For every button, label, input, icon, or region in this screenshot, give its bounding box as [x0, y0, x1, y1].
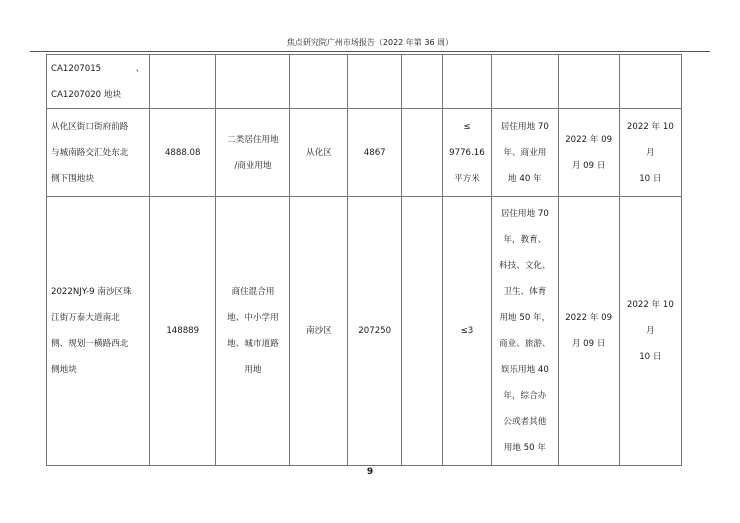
- land-location-cell: [47, 109, 150, 197]
- table-row: [47, 55, 682, 109]
- land-use-cell: [216, 109, 290, 197]
- usage-term-cell: [492, 197, 559, 466]
- land-use-cell: [216, 197, 290, 466]
- table-row: [47, 109, 682, 197]
- cell-line: ≤3: [460, 326, 474, 336]
- cell-line: 10 日: [639, 173, 662, 184]
- cell-line: 10 日: [639, 352, 662, 362]
- table-row: [47, 197, 682, 466]
- land-transaction-table: [46, 54, 682, 466]
- building-area-cell: [348, 55, 402, 109]
- cell-line: 2022 年 10 月: [626, 121, 674, 158]
- cell-line: 用地 50 年，: [499, 313, 551, 323]
- land-area-cell: 148889: [149, 197, 216, 466]
- cell-line: 用地: [244, 365, 262, 375]
- end-date-cell: [619, 197, 681, 466]
- cell-line: 地 40 年: [508, 173, 542, 184]
- cell-line: 月 09 日: [571, 160, 606, 171]
- end-date-cell: [619, 55, 681, 109]
- cell-line: 从化区街口街府前路: [51, 121, 129, 132]
- cell-line: 2022NJY-9 南沙区珠: [51, 287, 132, 297]
- start-date-cell: [558, 55, 619, 109]
- building-area-cell: 207250: [348, 197, 402, 466]
- cell-line: 二类居住用地: [227, 134, 279, 145]
- cell-line: 2022 年 09: [565, 313, 613, 323]
- cell-line: 商住混合用: [231, 287, 275, 297]
- blank-cell: [402, 197, 443, 466]
- start-date-cell: [558, 197, 619, 466]
- land-use-cell: [216, 55, 290, 109]
- header-divider: [30, 51, 710, 52]
- blank-cell: [402, 55, 443, 109]
- page-number: 9: [366, 467, 374, 477]
- land-area-cell: 4888.08: [149, 109, 216, 197]
- report-header: 焦点研究院广州市场报告（2022 年第 36 周）: [286, 38, 454, 47]
- cell-line: 科技、文化、: [499, 261, 551, 271]
- cell-line: 商业、旅游、: [499, 339, 551, 349]
- land-location-cell: [47, 55, 150, 109]
- cell-line: 9776.16: [449, 147, 485, 158]
- start-date-cell: [558, 109, 619, 197]
- cell-line: /商业用地: [234, 160, 272, 171]
- cell-line: 年，教育、: [503, 235, 547, 245]
- cell-line: 侧、规划一横路西北: [51, 339, 129, 349]
- end-date-cell: [619, 109, 681, 197]
- cell-line: 地、中小学用: [227, 313, 279, 323]
- cell-line: 年、商业用: [503, 147, 547, 158]
- usage-term-cell: [492, 109, 559, 197]
- blank-cell: [402, 109, 443, 197]
- cell-line: 平方米: [454, 173, 480, 184]
- building-area-cell: 4867: [348, 109, 402, 197]
- cell-line: 2022 年 10 月: [626, 300, 674, 336]
- cell-line: 年，综合办: [503, 391, 547, 401]
- plot-ratio-cell: [442, 55, 491, 109]
- cell-line: 居住用地 70: [500, 121, 549, 132]
- cell-line: 居住用地 70: [500, 209, 549, 219]
- district-cell: 从化区: [290, 109, 348, 197]
- cell-line: 卫生、体育: [503, 287, 547, 297]
- cell-line: 与城南路交汇处东北: [51, 147, 129, 158]
- cell-line: 侧下围地块: [51, 173, 94, 184]
- cell-line: 江街万泰大道南北: [51, 313, 120, 323]
- cell-line: 月 09 日: [571, 339, 606, 349]
- cell-line: 用地 50 年: [503, 443, 546, 453]
- cell-line: ≤: [463, 121, 471, 132]
- cell-line: 2022 年 09: [565, 134, 613, 145]
- cell-line: 娱乐用地 40: [500, 365, 549, 375]
- cell-line: 公或者其他: [503, 417, 547, 427]
- land-location-cell: [47, 197, 150, 466]
- cell-line: CA1207020 地块: [51, 89, 122, 100]
- district-cell: [290, 55, 348, 109]
- usage-term-cell: [492, 55, 559, 109]
- cell-line: 侧地块: [51, 365, 77, 375]
- cell-line: 地、城市道路: [227, 339, 279, 349]
- plot-ratio-cell: [442, 109, 491, 197]
- cell-line: CA1207015 、: [51, 63, 145, 74]
- district-cell: 南沙区: [290, 197, 348, 466]
- land-area-cell: [149, 55, 216, 109]
- plot-ratio-cell: [442, 197, 491, 466]
